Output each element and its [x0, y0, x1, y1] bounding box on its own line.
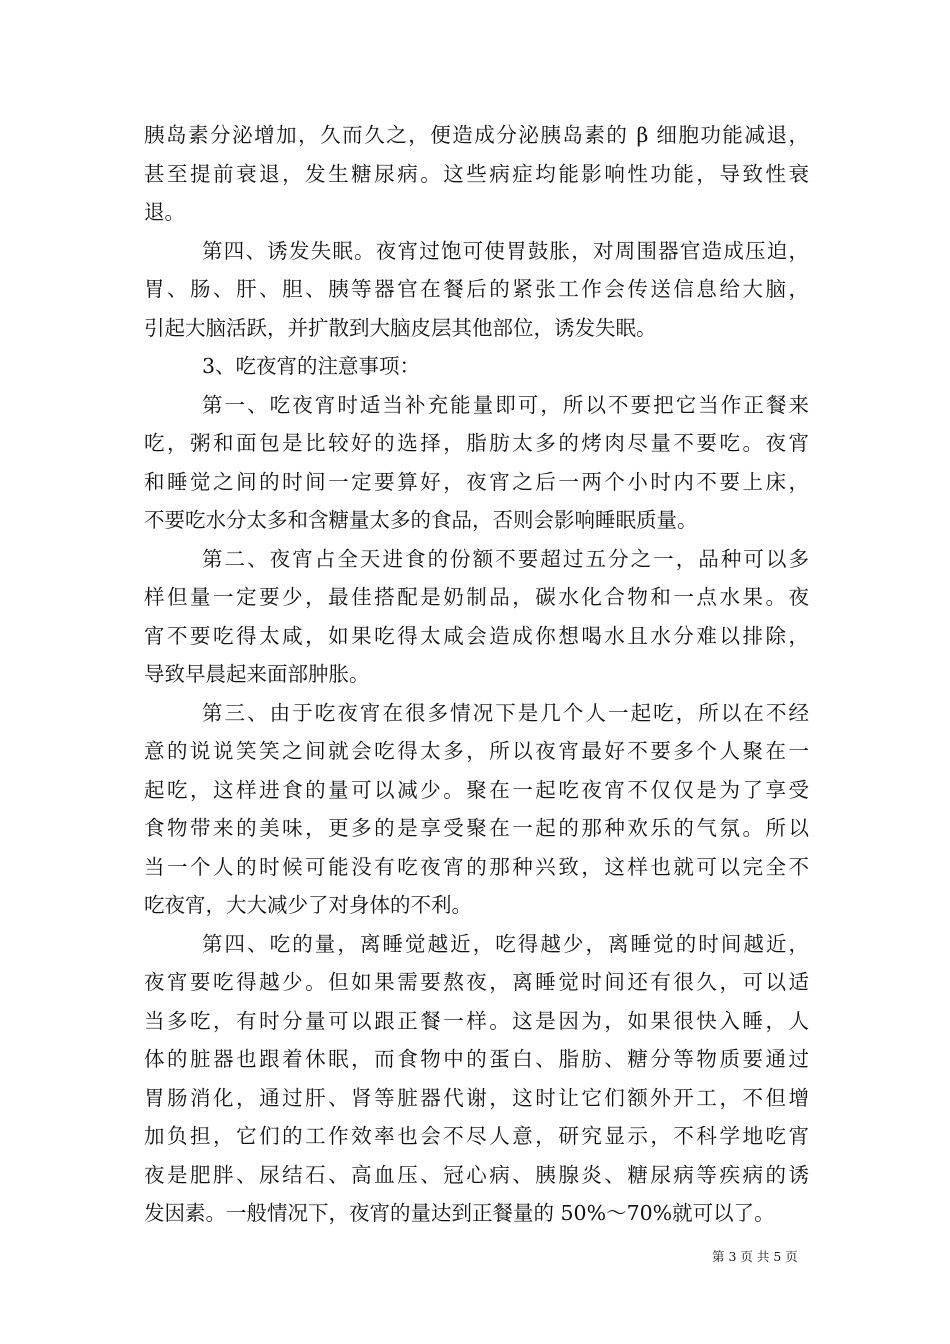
text-line: 夜是肥胖、尿结石、高血压、冠心病、胰腺炎、糖尿病等疾病的诱 [144, 1162, 809, 1187]
body-text [144, 116, 809, 1233]
text-line: 吃夜宵，大大减少了对身体的不利。 [144, 893, 472, 917]
text-line: 和睡觉之间的时间一定要算好，夜宵之后一两个小时内不要上床， [144, 469, 809, 494]
text-line: 当多吃，有时分量可以跟正餐一样。这是因为，如果很快入睡，人 [144, 1008, 809, 1033]
text-line: 发因素。一般情况下，夜宵的量达到正餐量的 50%～70%就可以了。 [144, 1201, 775, 1225]
text-line: 退。 [144, 200, 185, 224]
paragraph-start: 第一、吃夜宵时适当补充能量即可，所以不要把它当作正餐来 [202, 392, 809, 417]
text-line: 导致早晨起来面部肿胀。 [144, 662, 370, 686]
section-heading: 3、吃夜宵的注意事项： [202, 354, 421, 378]
paragraph-start: 第四、诱发失眠。夜宵过饱可使胃鼓胀，对周围器官造成压迫， [202, 238, 809, 263]
text-line: 意的说说笑笑之间就会吃得太多，所以夜宵最好不要多个人聚在一 [144, 739, 809, 763]
text-line: 体的脏器也跟着休眠，而食物中的蛋白、脂肪、糖分等物质要通过 [144, 1047, 809, 1071]
text-line: 吃，粥和面包是比较好的选择，脂肪太多的烤肉尽量不要吃。夜宵 [144, 431, 809, 455]
text-line: 起吃，这样进食的量可以减少。聚在一起吃夜宵不仅仅是为了享受 [144, 777, 809, 802]
text-line: 夜宵要吃得越少。但如果需要熬夜，离睡觉时间还有很久，可以适 [144, 970, 809, 994]
page-indicator: 第 3 页 共 5 页 [712, 1249, 798, 1264]
text-line: 样但量一定要少，最佳搭配是奶制品，碳水化合物和一点水果。夜 [144, 585, 809, 609]
text-line: 不要吃水分太多和含糖量太多的食品，否则会影响睡眠质量。 [144, 508, 698, 532]
text-line: 食物带来的美味，更多的是享受聚在一起的那种欢乐的气氛。所以 [144, 816, 809, 840]
paragraph-start: 第三、由于吃夜宵在很多情况下是几个人一起吃，所以在不经 [202, 700, 809, 725]
paragraph-start: 第四、吃的量，离睡觉越近，吃得越少，离睡觉的时间越近， [202, 931, 809, 956]
text-line: 加负担，它们的工作效率也会不尽人意，研究显示，不科学地吃宵 [144, 1124, 809, 1148]
text-line: 甚至提前衰退，发生糖尿病。这些病症均能影响性功能，导致性衰 [144, 161, 809, 186]
text-line: 引起大脑活跃，并扩散到大脑皮层其他部位，诱发失眠。 [144, 315, 657, 340]
text-line: 当一个人的时候可能没有吃夜宵的那种兴致，这样也就可以完全不 [144, 854, 809, 879]
text-line: 胃肠消化，通过肝、肾等脏器代谢，这时让它们额外开工，不但增 [144, 1085, 809, 1110]
text-line: 胰岛素分泌增加，久而久之，便造成分泌胰岛素的 β 细胞功能减退， [144, 123, 809, 147]
text-line: 宵不要吃得太咸，如果吃得太咸会造成你想喝水且水分难以排除， [144, 623, 809, 648]
text-line: 胃、肠、肝、胆、胰等器官在餐后的紧张工作会传送信息给大脑， [144, 277, 809, 301]
paragraph-start: 第二、夜宵占全天进食的份额不要超过五分之一，品种可以多 [202, 546, 809, 571]
